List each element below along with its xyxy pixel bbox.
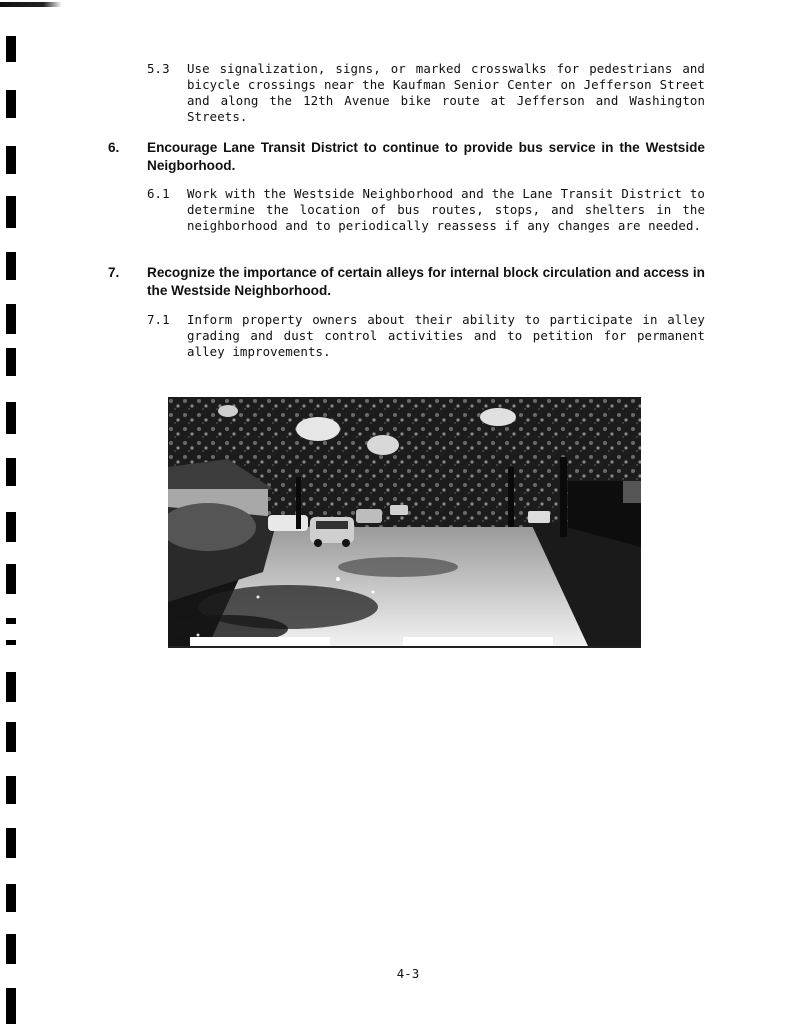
item-7-1-text: Inform property owners about their ability to participate in alley grading and dust control activities and to petition for permanent alley improvements. bbox=[187, 312, 705, 359]
item-7-number: 7. bbox=[108, 265, 120, 280]
scan-edge-mark bbox=[6, 776, 16, 804]
item-6-1-text: Work with the Westside Neighborhood and the Lane Transit District to determine the location of bus routes, stops, and shelters in the neighborhood and to periodically reassess if any changes are needed. bbox=[187, 186, 705, 233]
scan-edge-mark bbox=[6, 512, 16, 542]
scan-edge-mark bbox=[6, 828, 16, 858]
scan-edge-mark bbox=[6, 722, 16, 752]
scan-edge-mark bbox=[6, 640, 16, 645]
street-photo bbox=[168, 397, 641, 648]
scan-edge-mark bbox=[6, 884, 16, 912]
item-7-1-number: 7.1 bbox=[147, 312, 170, 327]
scan-edge-mark bbox=[6, 988, 16, 1024]
scan-edge-mark bbox=[6, 146, 16, 174]
scan-edge-mark bbox=[6, 304, 16, 334]
scan-edge-mark bbox=[6, 252, 16, 280]
item-5-3-number: 5.3 bbox=[147, 61, 170, 76]
scan-edge-mark bbox=[6, 672, 16, 702]
scan-edge-mark bbox=[6, 458, 16, 486]
scan-edge-mark bbox=[6, 618, 16, 624]
item-6-number: 6. bbox=[108, 140, 120, 155]
scan-edge-mark bbox=[6, 934, 16, 964]
scan-edge-mark bbox=[6, 402, 16, 434]
item-6-1-number: 6.1 bbox=[147, 186, 170, 201]
scan-edge-mark bbox=[6, 196, 16, 228]
scan-edge-mark bbox=[6, 348, 16, 376]
scan-edge-mark bbox=[6, 90, 16, 118]
item-6-heading: Encourage Lane Transit District to continue to provide bus service in the Westside Neigborhood. bbox=[147, 140, 705, 173]
item-5-3-text: Use signalization, signs, or marked crosswalks for pedestrians and bicycle crossings near the Kaufman Senior Center on Jefferson Street and along the 12th Avenue bike route at Jefferson and Washington Streets. bbox=[187, 61, 705, 124]
scan-edge-mark bbox=[6, 564, 16, 594]
item-7-heading: Recognize the importance of certain alleys for internal block circulation and access in the Westside Neighborhood. bbox=[147, 265, 705, 298]
scan-smudge bbox=[0, 2, 62, 7]
scan-edge-mark bbox=[6, 36, 16, 62]
page-number: 4-3 bbox=[396, 966, 420, 981]
